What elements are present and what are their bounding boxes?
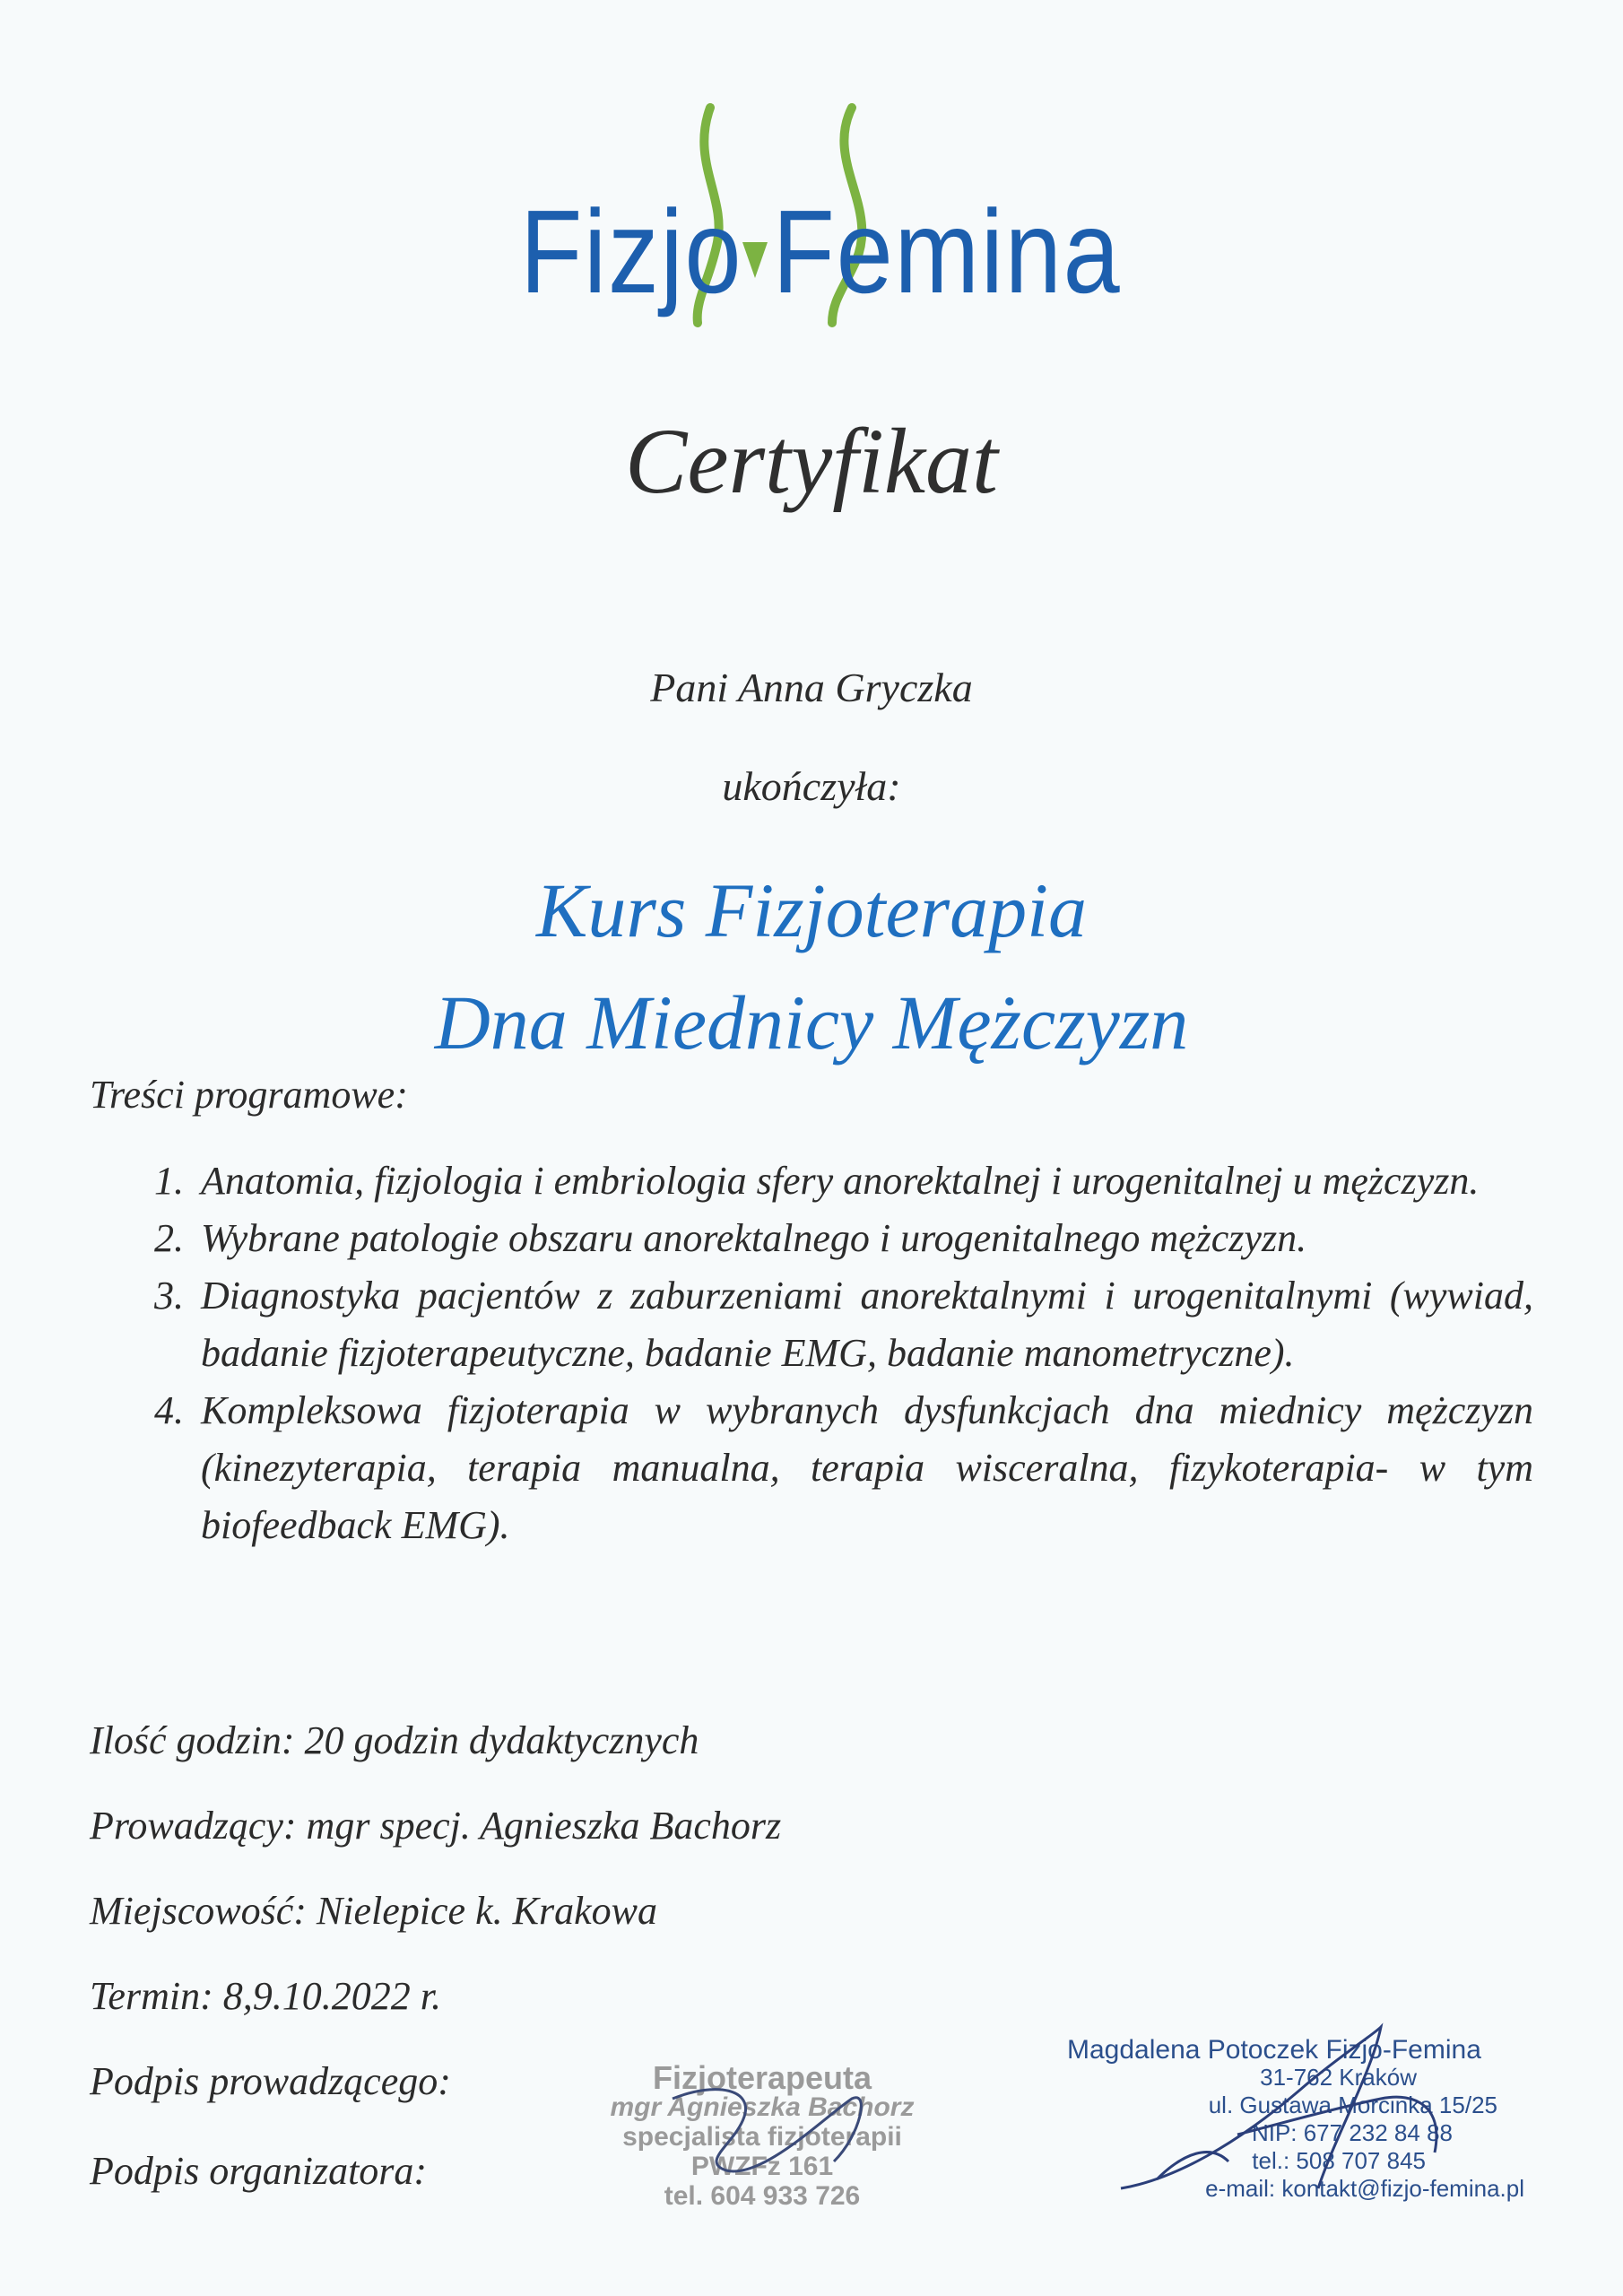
organizer-signature-label: Podpis organizatora: <box>90 2149 428 2193</box>
stamp-line: Magdalena Potoczek Fizjo-Femina <box>1067 2035 1481 2065</box>
program-item: 2. Wybrane patologie obszaru anorektalnego i urogenitalnego mężczyzn. <box>194 1210 1533 1267</box>
instructor-signature-icon <box>646 2063 915 2197</box>
program-item: 1. Anatomia, fizjologia i embriologia sfery anorektalnej i urogenitalnej u mężczyzn. <box>194 1152 1533 1210</box>
stamp-line: mgr Agnieszka Bachorz <box>610 2092 915 2122</box>
completed-label: ukończyła: <box>722 763 901 809</box>
stamp-line: e-mail: kontakt@fizjo-femina.pl <box>1205 2175 1524 2202</box>
program-item: 4. Kompleksowa fizjoterapia w wybranych dysfunkcjach dna miednicy mężczyzn (kinezyterapia, terapia manualna, terapia wisceralna, fizykoterapia- w tym biofeedback EMG). <box>194 1382 1533 1554</box>
course-title-line2: Dna Miednicy Mężczyzn <box>434 979 1189 1065</box>
organizer-signature-icon <box>1103 2009 1480 2206</box>
stamp-line: specjalista fizjoterapii <box>622 2122 902 2152</box>
logo-text: Fizjo Femina <box>520 186 1122 317</box>
instructor-line: Prowadzący: mgr specj. Agnieszka Bachorz <box>90 1804 782 1848</box>
place-line: Miejscowość: Nielepice k. Krakowa <box>90 1889 657 1933</box>
stamp-line: ul. Gustawa Morcinka 15/25 <box>1208 2092 1497 2118</box>
stamp-line: PWZFz 161 <box>690 2152 834 2181</box>
hours-line: Ilość godzin: 20 godzin dydaktycznych <box>90 1718 699 1762</box>
stamp-line: Fizjoterapeuta <box>652 2059 872 2096</box>
stamp-line: tel.: 508 707 845 <box>1252 2147 1426 2174</box>
stamp-line: NIP: 677 232 84 88 <box>1251 2119 1453 2146</box>
program-heading: Treści programowe: <box>90 1073 408 1117</box>
fizjo-femina-logo <box>502 99 1148 332</box>
program-item: 3. Diagnostyka pacjentów z zaburzeniami anorektalnymi i urogenitalnymi (wywiad, badanie fizjoterapeutyczne, badanie EMG, badanie manometryczne). <box>194 1267 1533 1382</box>
program-list <box>135 1152 1533 1554</box>
recipient-name: Pani Anna Gryczka <box>650 665 973 710</box>
course-title-line1: Kurs Fizjoterapia <box>535 867 1087 953</box>
stamp-line: 31-762 Kraków <box>1260 2064 1417 2091</box>
date-line: Termin: 8,9.10.2022 r. <box>90 1974 441 2018</box>
instructor-signature-label: Podpis prowadzącego: <box>90 2059 451 2103</box>
certificate-title: Certyfikat <box>625 410 998 513</box>
stamp-line: tel. 604 933 726 <box>664 2181 861 2211</box>
